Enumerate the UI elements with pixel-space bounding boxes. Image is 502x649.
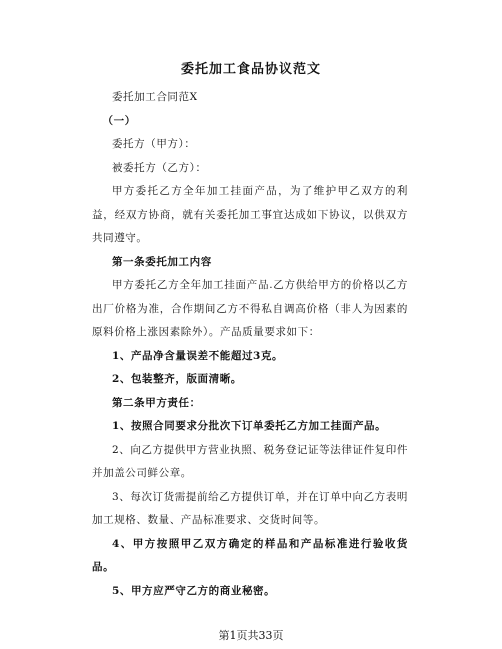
- paragraph: 被委托方（乙方）：: [111, 161, 207, 174]
- page-number: 第1页共33页: [218, 629, 284, 642]
- list-item: 2、包装整齐，版面清晰。: [111, 373, 242, 385]
- section-number: （一）: [102, 114, 136, 127]
- list-item: 5、甲方应严守乙方的商业秘密。: [111, 584, 276, 597]
- document-body: [92, 86, 408, 603]
- list-item: 3、每次订货需提前给乙方提供订单，并在订单中向乙方表明加工规格、数量、产品标准要求、交货时间等。: [92, 490, 408, 526]
- paragraph: 委托加工合同范X: [111, 91, 198, 103]
- clause-heading: 第二条甲方责任：: [111, 396, 201, 409]
- list-item: 4、甲方按照甲乙双方确定的样品和产品标准进行验收货品。: [92, 537, 408, 573]
- paragraph: 甲方委托乙方全年加工挂面产品，为了维护甲乙双方的利益，经双方协商，就有关委托加工事宜达成如下协议，以供双方共同遵守。: [92, 185, 408, 244]
- list-item: 2、向乙方提供甲方营业执照、税务登记证等法律证件复印件并加盖公司鲜公章。: [92, 443, 408, 479]
- list-item: 1、产品净含量误差不能超过3克。: [111, 349, 284, 362]
- document-title: 委托加工食品协议范文: [180, 62, 321, 77]
- clause-heading: 第一条委托加工内容: [111, 255, 212, 268]
- paragraph: 甲方委托乙方全年加工挂面产品.乙方供给甲方的价格以乙方出厂价格为准，合作期间乙方不得私自调高价格（非人为因素的原料价格上涨因素除外）。产品质量要求如下：: [92, 279, 408, 338]
- list-item: 1、按照合同要求分批次下订单委托乙方加工挂面产品。: [111, 420, 387, 432]
- paragraph: 委托方（甲方）：: [111, 138, 196, 150]
